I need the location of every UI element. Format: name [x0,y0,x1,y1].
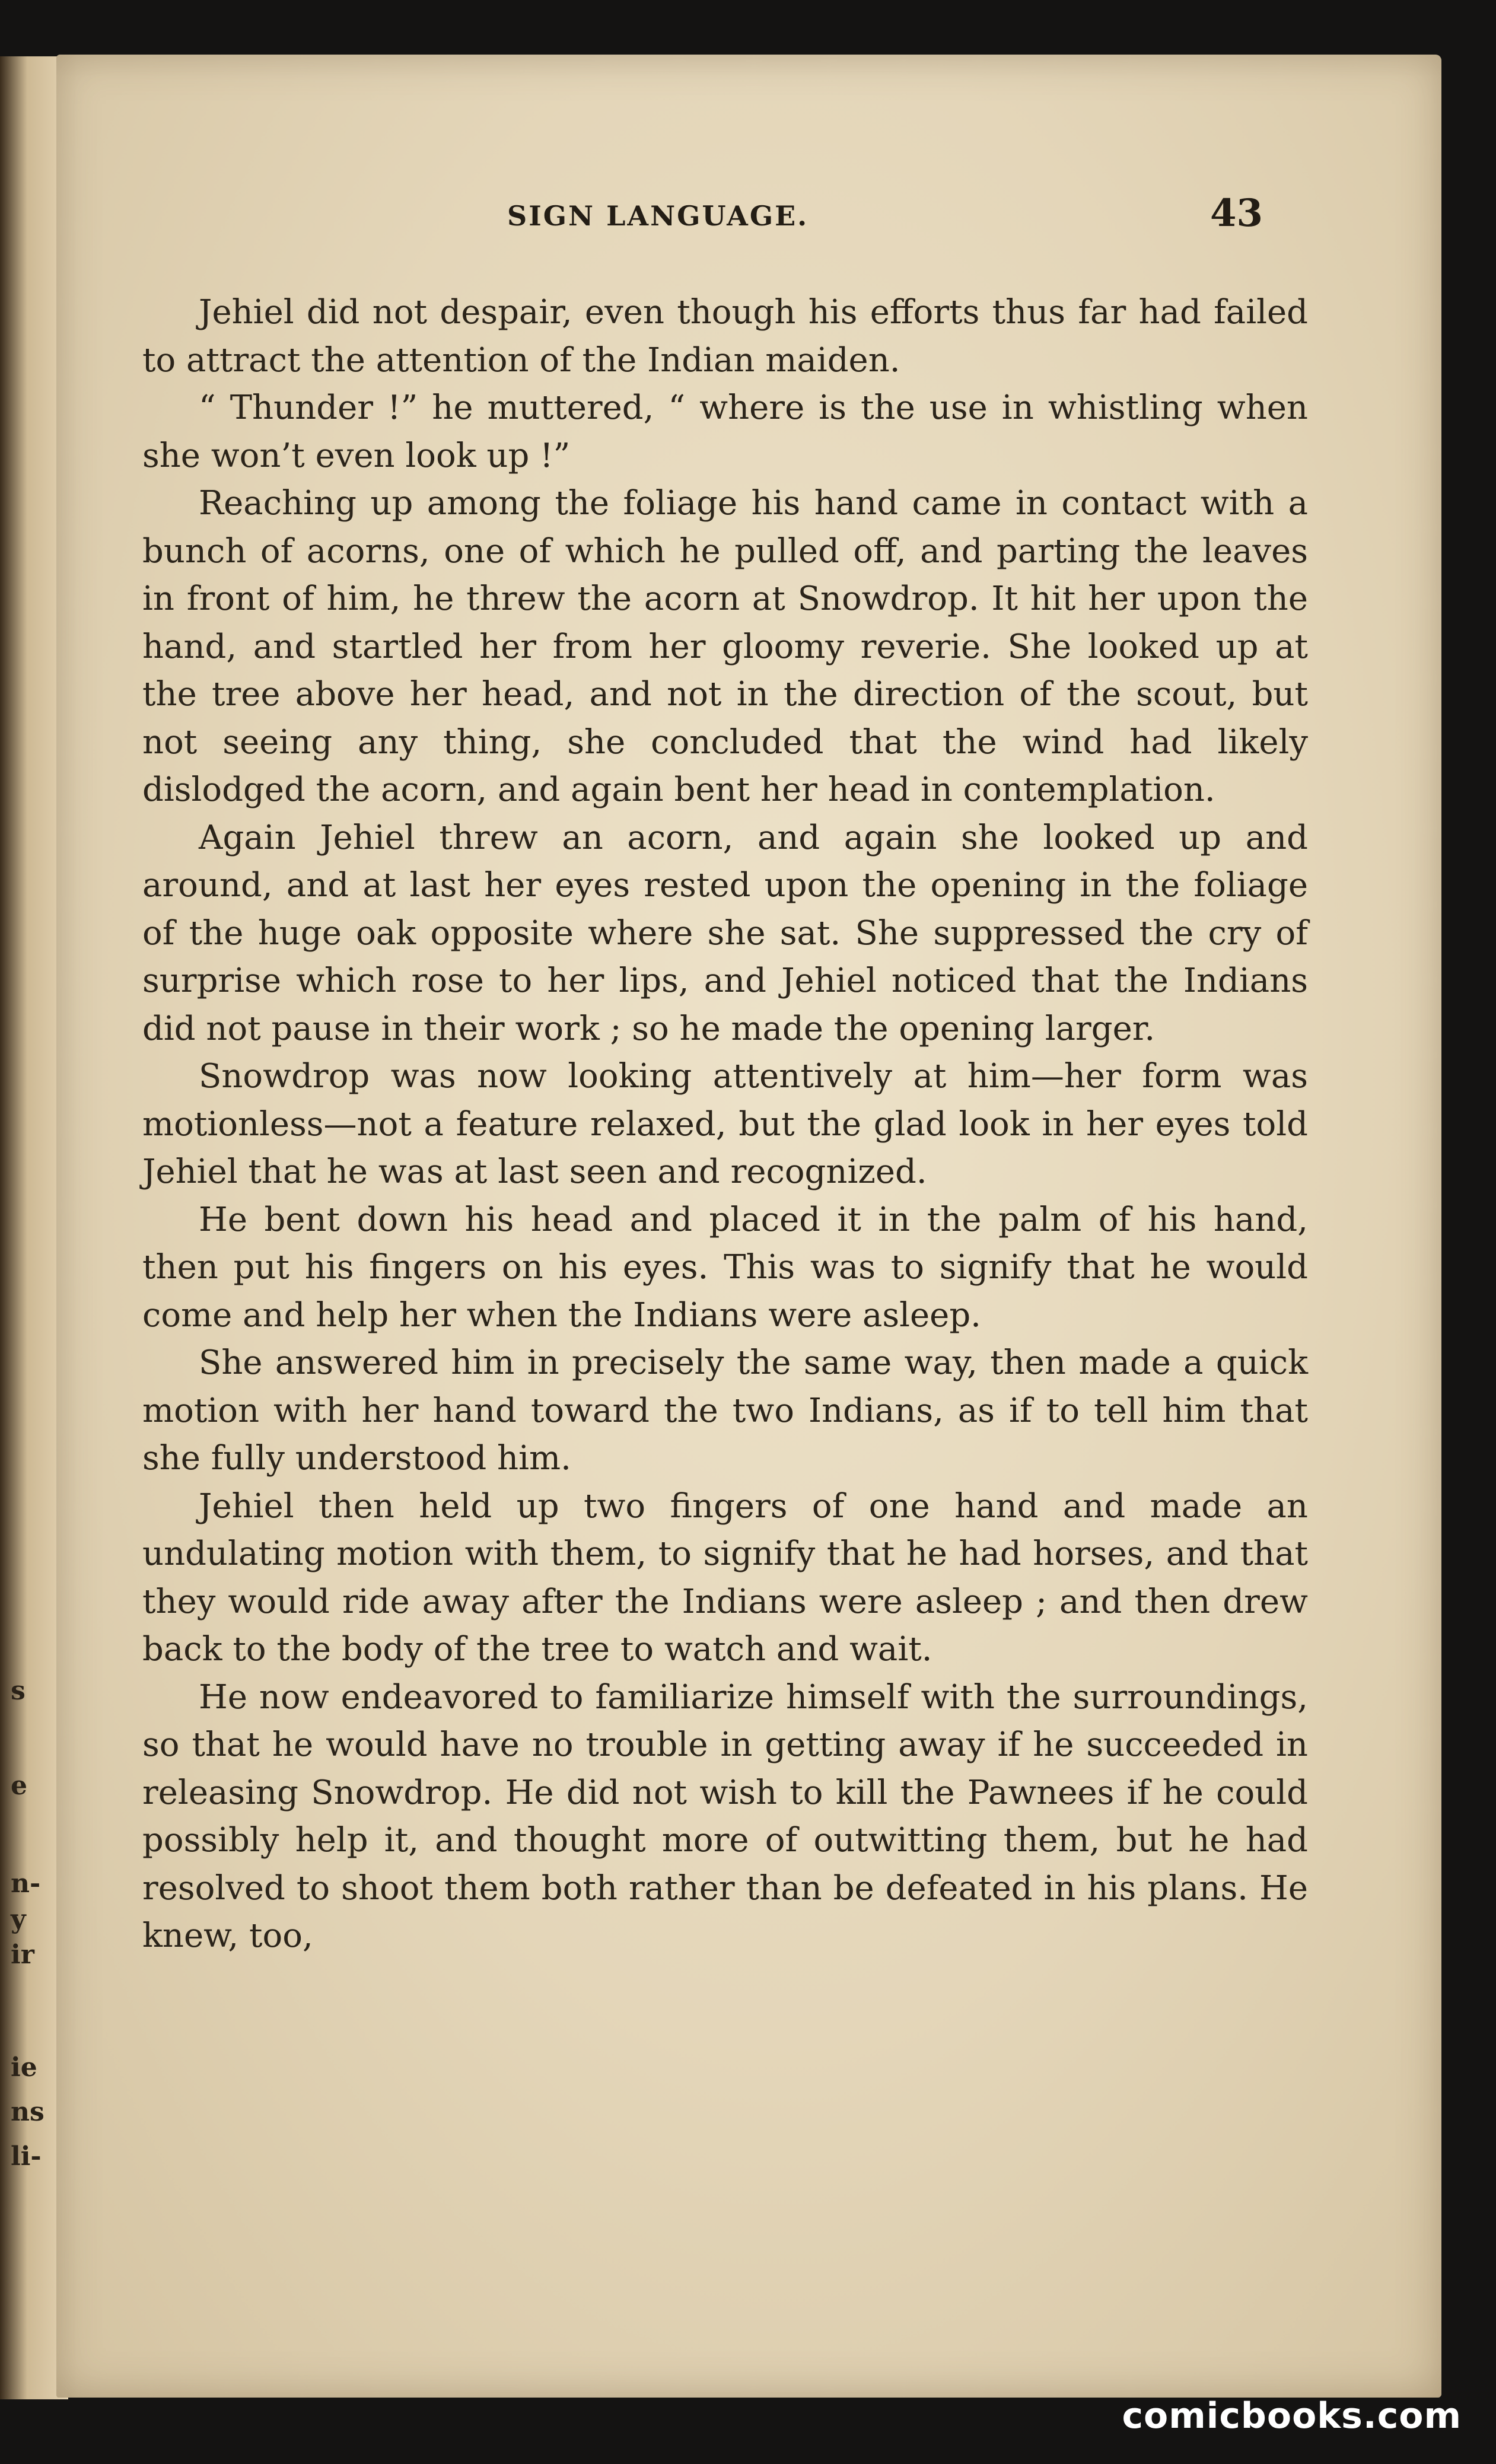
margin-letter: ir [11,1940,34,1970]
watermark: comicbooks.com [1122,2395,1462,2437]
paragraph: Jehiel then held up two fingers of one hand and made an undulating motion with them, to signify that he had horses, and that they would ride away after the Indians were asleep ; and then drew back to the body of the tree to watch and wait. [142,1486,1308,1669]
paragraph: He bent down his head and placed it in the palm of his hand, then put his fingers on his eyes. This was to signify that he would come and help her when the Indians were asleep. [142,1200,1308,1335]
margin-letter: ie [11,2052,37,2083]
running-head: SIGN LANGUAGE. [507,200,809,232]
paragraph: Jehiel did not despair, even though his efforts thus far had failed to attract the attention of the Indian maiden. [142,293,1308,380]
margin-letter: y [11,1904,26,1934]
margin-letter: li- [11,2141,42,2172]
paragraph: “ Thunder !” he muttered, “ where is the use in whistling when she won’t even look up !” [142,389,1308,475]
margin-letter: s [11,1676,26,1706]
paragraph: Reaching up among the foliage his hand came in contact with a bunch of acorns, one of which he pulled off, and parting the leaves in front of him, he threw the acorn at Snowdrop. It hit her upon the hand, and startled her from her gloomy reverie. She looked up at the tree above her head, and not in the direction of the scout, but not seeing any thing, she concluded that the wind had likely dislodged the acorn, and again bent her head in contemplation. [142,484,1308,809]
book-page [56,55,1441,2398]
paragraph: He now endeavored to familiarize himself with the surroundings, so that he would have no trouble in getting away if he succeeded in releasing Snowdrop. He did not wish to kill the Pawnees if he could possibly help it, and thought more of outwitting them, but he had resolved to shoot them both rather than be defeated in his plans. He knew, too, [142,1677,1308,1955]
paragraph: She answered him in precisely the same way, then made a quick motion with her hand toward the two Indians, as if to tell him that she fully understood him. [142,1344,1308,1478]
page-number: 43 [1210,191,1263,235]
margin-letter: ns [11,2097,44,2127]
body-text [142,289,1308,1960]
adjacent-page-margin [0,56,59,2399]
paragraph: Again Jehiel threw an acorn, and again she looked up and around, and at last her eyes rested upon the opening in the foliage of the huge oak opposite where she sat. She suppressed the cry of surprise which rose to her lips, and Jehiel noticed that the Indians did not pause in their work ; so he made the opening larger. [142,818,1308,1048]
margin-letter: e [11,1771,27,1801]
paragraph: Snowdrop was now looking attentively at him—her form was motionless—not a feature relaxed, but the glad look in her eyes told Jehiel that he was at last seen and recognized. [142,1057,1308,1191]
margin-letter: n- [11,1868,41,1899]
